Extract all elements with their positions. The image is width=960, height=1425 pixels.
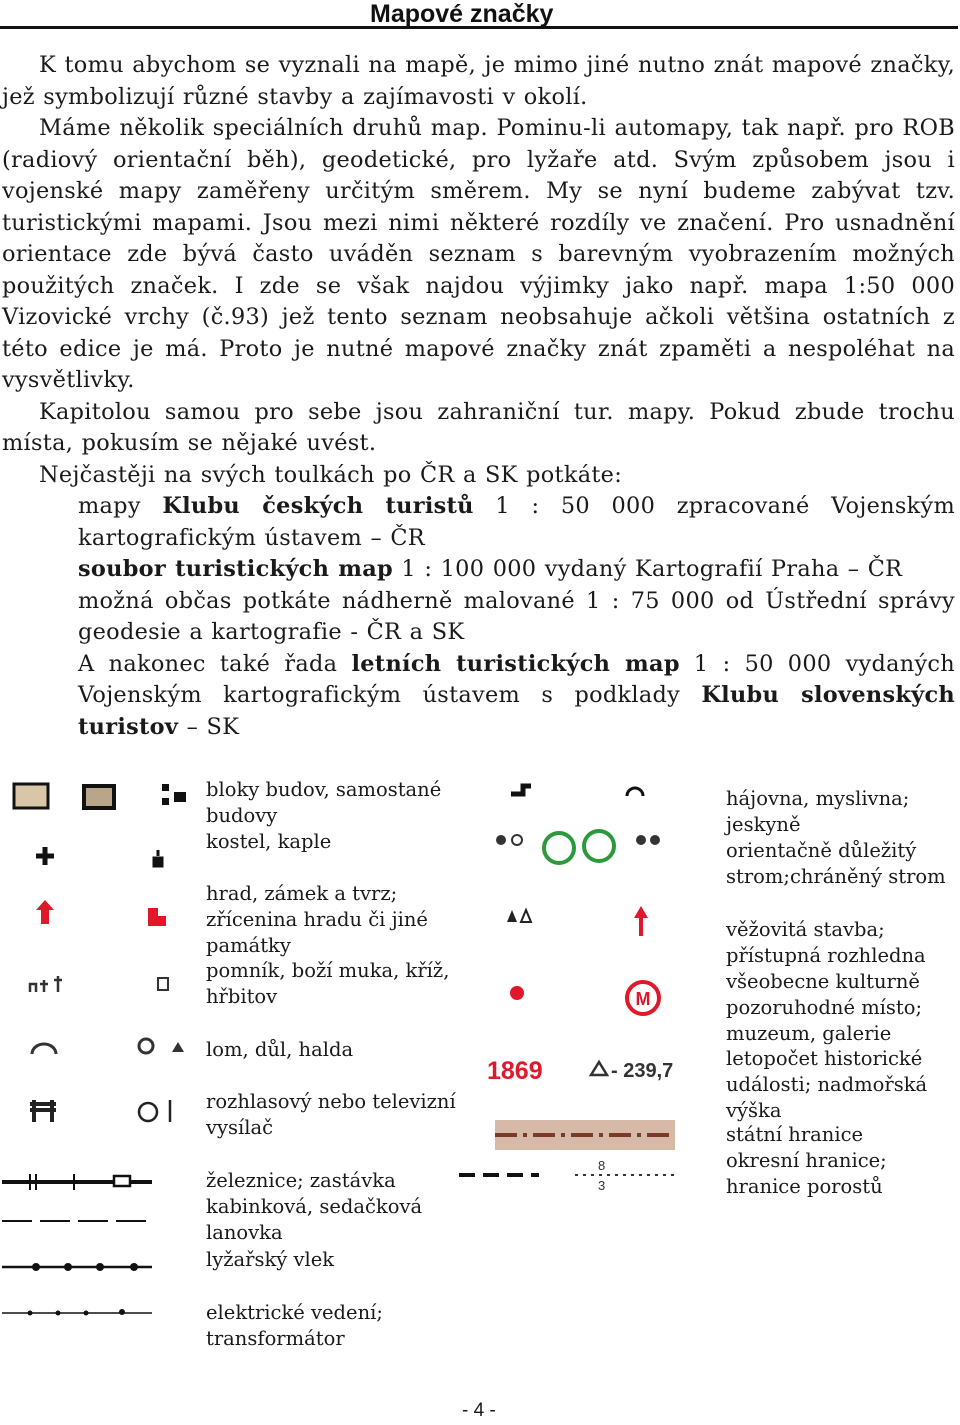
railway-line-icon [2, 1174, 152, 1190]
title-bar [0, 0, 958, 29]
legend-label: hrad, zámek a tvrz; zřícenina hradu či jiné památky [206, 882, 428, 957]
district-num-bottom: 3 [598, 1178, 606, 1190]
body-text [2, 50, 955, 743]
district-num-top: 8 [598, 1158, 606, 1173]
legend-label: pomník, boží muka, kříž, hřbitov [206, 959, 450, 1008]
monument-icon [30, 976, 168, 992]
lodge-icon [511, 786, 643, 796]
legend-label: bloky budov, samostané budovy [206, 778, 442, 827]
page-number: - 4 - [462, 1400, 496, 1421]
transmitter-icon [30, 1100, 170, 1122]
altitude-value: - 239,7 [611, 1060, 674, 1082]
legend-label: všeobecne kulturně pozoruhodné místo; muzeum, galerie [726, 970, 923, 1045]
tree-icon [496, 831, 660, 863]
legend-label: okresní hranice; hranice porostů [726, 1149, 887, 1198]
quarry-icon [32, 1039, 184, 1054]
building-block-icon [14, 784, 186, 808]
church-icon [36, 847, 162, 866]
list-item: mapy Klubu českých turistů 1 : 50 000 zpracované Vojenským kartografickým ústavem – ČR [78, 493, 955, 551]
list-item: možná občas potkáte nádherně malované 1 : 75 000 od Ústřední správy geodesie a kartografie - ČR a SK [78, 587, 955, 645]
legend-label: rozhlasový nebo televizní vysílač [206, 1090, 456, 1139]
legend-label: kabinková, sedačková lanovka [206, 1195, 423, 1244]
year-icon [487, 1057, 673, 1085]
list-item: soubor turistických map 1 : 100 000 vydaný Kartografií Praha – ČR [78, 556, 903, 582]
culture-icon [510, 982, 659, 1014]
legend-label: lom, důl, halda [206, 1038, 354, 1061]
legend-label: věžovitá stavba; přístupná rozhledna [726, 918, 926, 967]
state-border-icon [495, 1120, 675, 1150]
list-item: A nakonec také řada letních turistických map 1 : 50 000 vydaných Vojenským kartografickým ústavem s podklady Klubu slovenských turistov – SK [78, 650, 955, 740]
legend-label: železnice; zastávka [206, 1169, 396, 1192]
tower-icon [507, 906, 648, 936]
legend-label: lyžařský vlek [206, 1248, 335, 1271]
paragraph: K tomu abychom se vyznali na mapě, je mimo jiné nutno znát mapové značky, jež symbolizují různé stavby a zajímavosti v okolí. [2, 52, 955, 110]
castle-icon [36, 900, 166, 926]
right-legend-symbols [455, 770, 720, 1190]
page-title: Mapové značky [370, 0, 554, 28]
skilift-line-icon [2, 1263, 152, 1271]
left-legend-symbols [0, 770, 200, 1370]
district-border-icon [459, 1158, 675, 1190]
museum-letter: M [635, 989, 651, 1009]
legend-label: státní hranice [726, 1123, 864, 1146]
year-value: 1869 [487, 1057, 543, 1085]
paragraph: Máme několik speciálních druhů map. Pominu-li automapy, tak např. pro ROB (radiový orientační běh), geodetické, pro lyžaře atd. Svým způsobem jsou i vojenské mapy zaměřeny určitým směrem. My se nyní budeme zabývat tzv. turistickými mapami. Jsou mezi nimi některé rozdíly ve značení. Pro usnadnění orientace zde bývá často uváděn seznam s barevným vyobrazením možných použitých značek. I zde se však najdou výjimky jako např. mapa 1:50 000 Vizovické vrchy (č.93) jež tento seznam neobsahuje ačkoli většina ostatních z této edice je má. Proto je nutné mapové značky znát zpaměti a nespoléhat na vysvětlivky. [2, 115, 955, 393]
powerline-icon [2, 1309, 152, 1316]
legend-label: elektrické vedení; transformátor [206, 1301, 383, 1350]
paragraph: Nejčastěji na svých toulkách po ČR a SK potkáte: [39, 461, 623, 488]
legend-label: letopočet historické události; nadmořská výška [726, 1047, 928, 1122]
legend-label: kostel, kaple [206, 830, 332, 853]
paragraph: Kapitolou samou pro sebe jsou zahraniční tur. mapy. Pokud zbude trochu místa, pokusím se nějaké uvést. [2, 398, 955, 456]
legend-label: orientačně důležitý strom;chráněný strom [726, 839, 946, 888]
legend-label: hájovna, myslivna; jeskyně [726, 787, 910, 836]
